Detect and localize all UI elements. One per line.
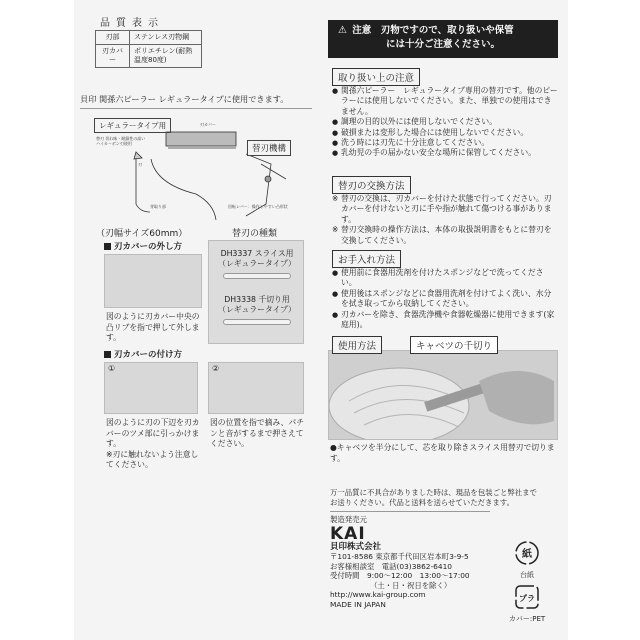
blade-mechanism-label: 替刃機構 [247,140,291,156]
product-compatibility: 貝印 関孫六ピーラー レギュラータイプに使用できます。 [80,94,312,109]
recycle-plastic-icon [514,584,540,610]
list-item: ● 洗う時には刃先に十分注意してください。 [332,138,558,148]
made-in-japan: MADE IN JAPAN [330,599,386,609]
attach-step1-caption [106,418,202,471]
quality-table [95,30,202,68]
quality-row [96,31,202,45]
quality-value: ポリエチレン(耐熱温度80度) [130,45,202,68]
business-hours: 受付時間 9:00〜12:00 13:00〜17:00 [330,571,470,580]
warning-icon: ⚠ [338,25,347,36]
quality-key: 刃カバー [96,45,130,68]
blade-sub: （レギュラータイプ） [218,259,296,268]
attach-step2-photo [208,362,304,414]
replace-list [332,194,558,246]
care-heading: お手入れ方法 [332,250,401,268]
attach-step2-caption: 図の位置を指で摘み、パチンと音がするまで押さえてください。 [210,418,305,448]
cabbage-photo [328,350,558,440]
attach-step1-note: ※刃に触れないよう注意してください。 [106,449,199,469]
usage-example-label: キャベツの千切り [410,336,498,354]
business-hours-note: （土・日・祝日を除く） [370,580,452,590]
list-item: ※ 替刃の交換は、刃カバーを付けた状態で行ってください。刃カバーを付けないと刃に手や指が触れて傷つける事があります。 [332,194,558,225]
plastic-recycle-label: カバー:PET [508,615,546,623]
list-item: ● 刃カバーを除き、食器洗浄機や食器乾燥器に使用できます(家庭用)。 [332,310,558,331]
blade-name: 千切り用 [258,295,290,304]
warning-line2: には十分ご注意ください。 [386,39,501,50]
warranty-notice: 万一品質に不具合がありました時は、現品を包装ごと弊社までお送りください。代品と送料を送らせていただきます。 [330,488,537,507]
blade-code: DH3338 [224,295,257,304]
warning-banner [328,20,558,58]
paper-recycle-label: 台紙 [520,571,534,579]
list-item: ● 破損または変形した場合には使用しないでください。 [332,128,558,138]
step-number: ② [212,364,220,373]
blade-type-slice [211,249,303,269]
list-item: ● 使用後はスポンジなどに食器用洗剤を付けてよく洗い、水分を拭き取ってから収納してください。 [332,289,558,310]
pivot-shape [265,176,271,182]
recycle-paper-icon [514,540,540,566]
kai-logo: KAI [330,523,366,544]
remove-cover-caption: 図のように刃カバー中央の凸リブを指で押して外します。 [106,312,200,342]
blade-code: DH3337 [220,249,253,258]
handling-list [332,86,558,159]
blade-type-julienne [211,295,303,315]
attach-cover-heading: 刃カバーの付け方 [104,348,182,360]
warning-line1: 注意 刃物ですので、取り扱いや保管 [352,25,514,36]
list-item: ● 乳幼児の手の届かない安全な場所に保管してください。 [332,148,558,158]
slice-blade-shape [223,273,291,279]
lever-shape [261,164,286,179]
svg-text:紙: 紙 [522,549,532,560]
divider [330,511,490,512]
paper-recycle-mark [510,540,544,580]
blade-types-panel [208,240,304,344]
list-item: ※ 替刃交換時の操作方法は、本体の取扱説明書をもとに替刃を交換してください。 [332,225,558,246]
attach-step1-text: 図のように刃の下辺を刃カバーのツメ部に引っかけます。 [106,418,200,448]
svg-text:プラ: プラ [519,594,535,603]
list-item: ● 使用前に食器用洗剤を付けたスポンジなどで洗ってください。 [332,268,558,289]
replace-heading: 替刃の交換方法 [332,176,411,194]
list-item: ● 調理の目的以外には使用しないでください。 [332,117,558,127]
label-blade-cover: 刃カバー [200,122,216,127]
maker-label: 製造発売元 [330,515,367,524]
quality-title: 品質表示 [100,18,164,29]
blade-cover-shape [166,132,236,146]
step-number: ① [108,364,116,373]
julienne-blade-shape [223,319,291,325]
label-edge: 刃 [138,162,142,167]
blade-types-heading: 替刃の種類 [232,229,278,239]
blade-sub: （レギュラータイプ） [218,305,296,314]
blade-name: スライス用 [254,249,294,258]
care-list [332,268,558,330]
company-name: 貝印株式会社 [330,541,382,552]
company-address: 〒101-8586 東京都千代田区岩本町3-9-5 [330,552,469,561]
handle-body-shape [151,159,216,220]
quality-key: 刃部 [96,31,130,45]
label-potato-eye: 芽取り部 [150,204,166,209]
customer-desk: お客様相談室 電話(03)3862-6410 [330,561,452,571]
regular-type-label: レギュラータイプ用 [94,118,171,133]
list-item: ● 関孫六ピーラー レギュラータイプ専用の替刃です。他のピーラーには使用しないでください。また、単独での使用はできません。 [332,86,558,117]
remove-cover-photo [104,254,202,308]
usage-note: ●キャベツを半分にして、芯を取り除きスライス用替刃で切ります。 [330,443,555,463]
blade-size: （刃幅サイズ60mm） [96,229,188,239]
attach-step1-photo [104,362,198,414]
remove-cover-heading: 刃カバーの外し方 [104,240,182,252]
label-blade: 替刃 切れ味・耐錆性の高いハイカーボン刃使用 [96,136,146,146]
potato-eye-shape [134,152,142,159]
usage-heading: 使用方法 [332,336,382,354]
cabbage-illustration [329,351,558,440]
label-lever: 回転レバー：操作しやすい凸形状 [228,204,288,209]
quality-value: ステンレス刃物鋼 [130,31,202,45]
quality-row [96,45,202,68]
website-url[interactable]: http://www.kai-group.com [330,590,426,599]
handling-heading: 取り扱い上の注意 [332,68,420,86]
plastic-recycle-mark [502,584,552,624]
